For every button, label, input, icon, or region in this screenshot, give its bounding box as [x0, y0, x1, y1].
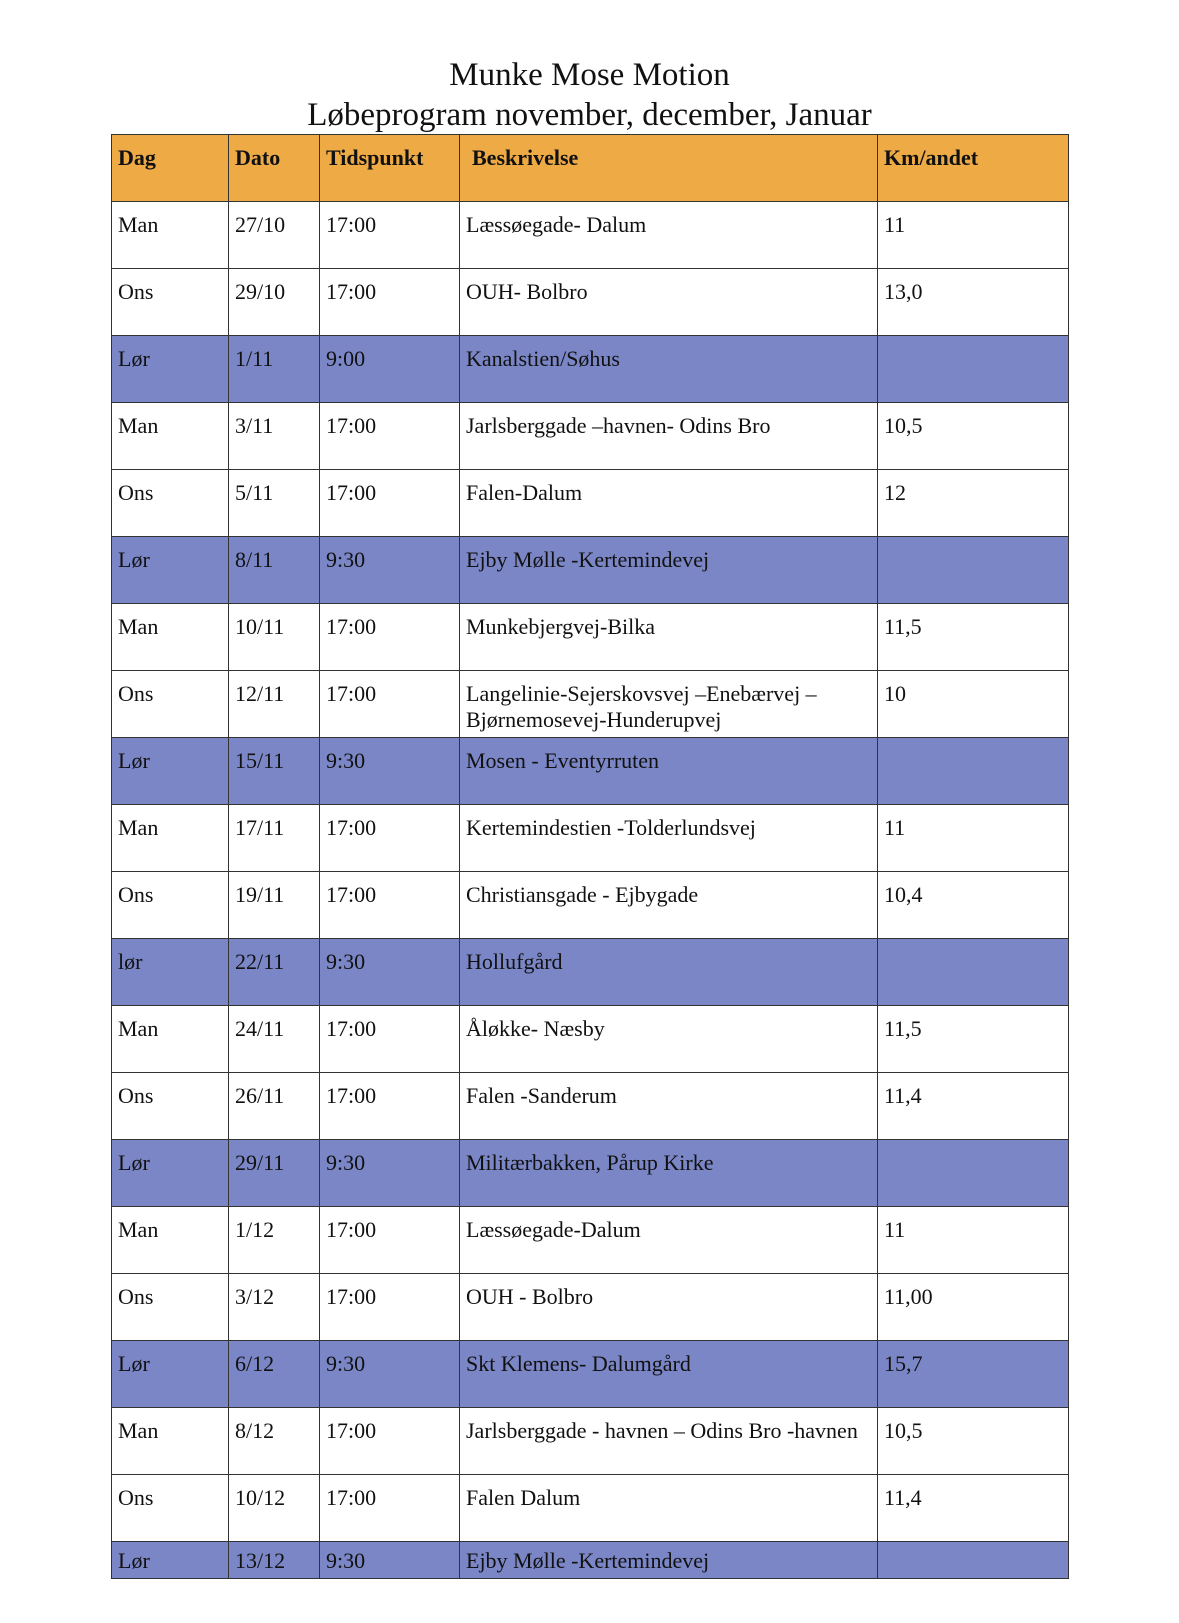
cell-km	[878, 537, 1069, 604]
cell-dato: 1/12	[229, 1207, 320, 1274]
table-row	[112, 805, 1069, 872]
cell-beskrivelse: Munkebjergvej-Bilka	[460, 604, 878, 671]
cell-km: 11	[878, 1207, 1069, 1274]
cell-dag: Man	[112, 1207, 229, 1274]
cell-dato: 29/10	[229, 269, 320, 336]
cell-beskrivelse: OUH - Bolbro	[460, 1274, 878, 1341]
cell-dag: Lør	[112, 1140, 229, 1207]
cell-dag: Lør	[112, 1341, 229, 1408]
cell-beskrivelse: Falen-Dalum	[460, 470, 878, 537]
cell-km: 13,0	[878, 269, 1069, 336]
table-row	[112, 202, 1069, 269]
table-row	[112, 1341, 1069, 1408]
cell-dag: Lør	[112, 1542, 229, 1579]
cell-dag: Man	[112, 403, 229, 470]
table-row	[112, 1073, 1069, 1140]
table-row	[112, 403, 1069, 470]
table-row	[112, 1542, 1069, 1579]
cell-dato: 29/11	[229, 1140, 320, 1207]
cell-dato: 8/11	[229, 537, 320, 604]
cell-tidspunkt: 17:00	[320, 1475, 460, 1542]
table-row	[112, 604, 1069, 671]
cell-dato: 5/11	[229, 470, 320, 537]
cell-dag: Man	[112, 1408, 229, 1475]
cell-km: 10,4	[878, 872, 1069, 939]
cell-beskrivelse: Militærbakken, Pårup Kirke	[460, 1140, 878, 1207]
cell-dato: 17/11	[229, 805, 320, 872]
table-row	[112, 1274, 1069, 1341]
cell-dato: 24/11	[229, 1006, 320, 1073]
cell-dag: Ons	[112, 1475, 229, 1542]
cell-km: 10,5	[878, 1408, 1069, 1475]
cell-tidspunkt: 9:30	[320, 939, 460, 1006]
table-row	[112, 738, 1069, 805]
cell-dato: 8/12	[229, 1408, 320, 1475]
cell-tidspunkt: 17:00	[320, 269, 460, 336]
cell-km	[878, 738, 1069, 805]
cell-tidspunkt: 9:30	[320, 1140, 460, 1207]
table-row	[112, 939, 1069, 1006]
cell-tidspunkt: 17:00	[320, 403, 460, 470]
cell-dag: lør	[112, 939, 229, 1006]
cell-km	[878, 939, 1069, 1006]
cell-beskrivelse: Christiansgade - Ejbygade	[460, 872, 878, 939]
header-row	[112, 135, 1069, 202]
cell-km	[878, 1542, 1069, 1579]
cell-tidspunkt: 9:30	[320, 1341, 460, 1408]
cell-beskrivelse: Åløkke- Næsby	[460, 1006, 878, 1073]
header-dag: Dag	[112, 135, 229, 202]
document-subtitle: Løbeprogram november, december, Januar	[307, 97, 872, 133]
cell-dato: 26/11	[229, 1073, 320, 1140]
cell-dag: Man	[112, 805, 229, 872]
cell-tidspunkt: 17:00	[320, 202, 460, 269]
cell-dato: 10/11	[229, 604, 320, 671]
table-row	[112, 537, 1069, 604]
cell-dag: Ons	[112, 1274, 229, 1341]
cell-km: 11,4	[878, 1475, 1069, 1542]
cell-beskrivelse: Læssøegade-Dalum	[460, 1207, 878, 1274]
cell-dag: Lør	[112, 336, 229, 403]
cell-dato: 27/10	[229, 202, 320, 269]
cell-tidspunkt: 17:00	[320, 805, 460, 872]
cell-dato: 13/12	[229, 1542, 320, 1579]
table-row	[112, 1207, 1069, 1274]
cell-km: 11,4	[878, 1073, 1069, 1140]
cell-tidspunkt: 9:30	[320, 738, 460, 805]
cell-dato: 10/12	[229, 1475, 320, 1542]
cell-beskrivelse: Ejby Mølle -Kertemindevej	[460, 1542, 878, 1579]
schedule-table	[111, 134, 1069, 1579]
cell-dag: Ons	[112, 1073, 229, 1140]
cell-tidspunkt: 17:00	[320, 1408, 460, 1475]
cell-dag: Ons	[112, 872, 229, 939]
cell-tidspunkt: 9:00	[320, 336, 460, 403]
cell-beskrivelse: Mosen - Eventyrruten	[460, 738, 878, 805]
cell-beskrivelse: Læssøegade- Dalum	[460, 202, 878, 269]
cell-dag: Lør	[112, 537, 229, 604]
cell-dato: 19/11	[229, 872, 320, 939]
cell-beskrivelse: Ejby Mølle -Kertemindevej	[460, 537, 878, 604]
cell-beskrivelse: Hollufgård	[460, 939, 878, 1006]
cell-beskrivelse: OUH- Bolbro	[460, 269, 878, 336]
cell-dag: Man	[112, 202, 229, 269]
cell-dag: Ons	[112, 470, 229, 537]
cell-beskrivelse: Kanalstien/Søhus	[460, 336, 878, 403]
table-row	[112, 1475, 1069, 1542]
cell-km	[878, 336, 1069, 403]
header-km: Km/andet	[878, 135, 1069, 202]
cell-dag: Man	[112, 604, 229, 671]
header-dato: Dato	[229, 135, 320, 202]
cell-tidspunkt: 17:00	[320, 1006, 460, 1073]
cell-km: 10,5	[878, 403, 1069, 470]
cell-dag: Ons	[112, 671, 229, 738]
cell-dato: 1/11	[229, 336, 320, 403]
cell-beskrivelse: Skt Klemens- Dalumgård	[460, 1341, 878, 1408]
cell-dag: Man	[112, 1006, 229, 1073]
cell-tidspunkt: 9:30	[320, 1542, 460, 1579]
cell-dato: 3/11	[229, 403, 320, 470]
cell-km: 11,5	[878, 1006, 1069, 1073]
cell-beskrivelse: Kertemindestien -Tolderlundsvej	[460, 805, 878, 872]
cell-tidspunkt: 17:00	[320, 1274, 460, 1341]
cell-dag: Lør	[112, 738, 229, 805]
cell-dato: 15/11	[229, 738, 320, 805]
cell-tidspunkt: 17:00	[320, 1073, 460, 1140]
table-row	[112, 269, 1069, 336]
cell-beskrivelse: Langelinie-Sejerskovsvej –Enebærvej – Bjørnemosevej-Hunderupvej	[460, 671, 878, 738]
cell-tidspunkt: 17:00	[320, 604, 460, 671]
table-row	[112, 1408, 1069, 1475]
cell-km: 11	[878, 805, 1069, 872]
cell-tidspunkt: 17:00	[320, 470, 460, 537]
cell-km: 12	[878, 470, 1069, 537]
cell-dag: Ons	[112, 269, 229, 336]
table-row	[112, 1006, 1069, 1073]
table-row	[112, 1140, 1069, 1207]
cell-km: 15,7	[878, 1341, 1069, 1408]
cell-tidspunkt: 17:00	[320, 1207, 460, 1274]
cell-km: 10	[878, 671, 1069, 738]
header-tidspunkt: Tidspunkt	[320, 135, 460, 202]
cell-beskrivelse: Jarlsberggade –havnen- Odins Bro	[460, 403, 878, 470]
header-beskrivelse: Beskrivelse	[460, 135, 878, 202]
cell-dato: 22/11	[229, 939, 320, 1006]
cell-beskrivelse: Falen -Sanderum	[460, 1073, 878, 1140]
cell-beskrivelse: Falen Dalum	[460, 1475, 878, 1542]
cell-km: 11,5	[878, 604, 1069, 671]
cell-dato: 6/12	[229, 1341, 320, 1408]
cell-km: 11	[878, 202, 1069, 269]
cell-dato: 3/12	[229, 1274, 320, 1341]
cell-km: 11,00	[878, 1274, 1069, 1341]
table-row	[112, 470, 1069, 537]
table-row	[112, 336, 1069, 403]
cell-dato: 12/11	[229, 671, 320, 738]
document-title: Munke Mose Motion	[449, 57, 730, 93]
cell-km	[878, 1140, 1069, 1207]
cell-tidspunkt: 17:00	[320, 671, 460, 738]
cell-tidspunkt: 17:00	[320, 872, 460, 939]
cell-beskrivelse: Jarlsberggade - havnen – Odins Bro -havnen	[460, 1408, 878, 1475]
table-row	[112, 872, 1069, 939]
cell-tidspunkt: 9:30	[320, 537, 460, 604]
table-row	[112, 671, 1069, 738]
